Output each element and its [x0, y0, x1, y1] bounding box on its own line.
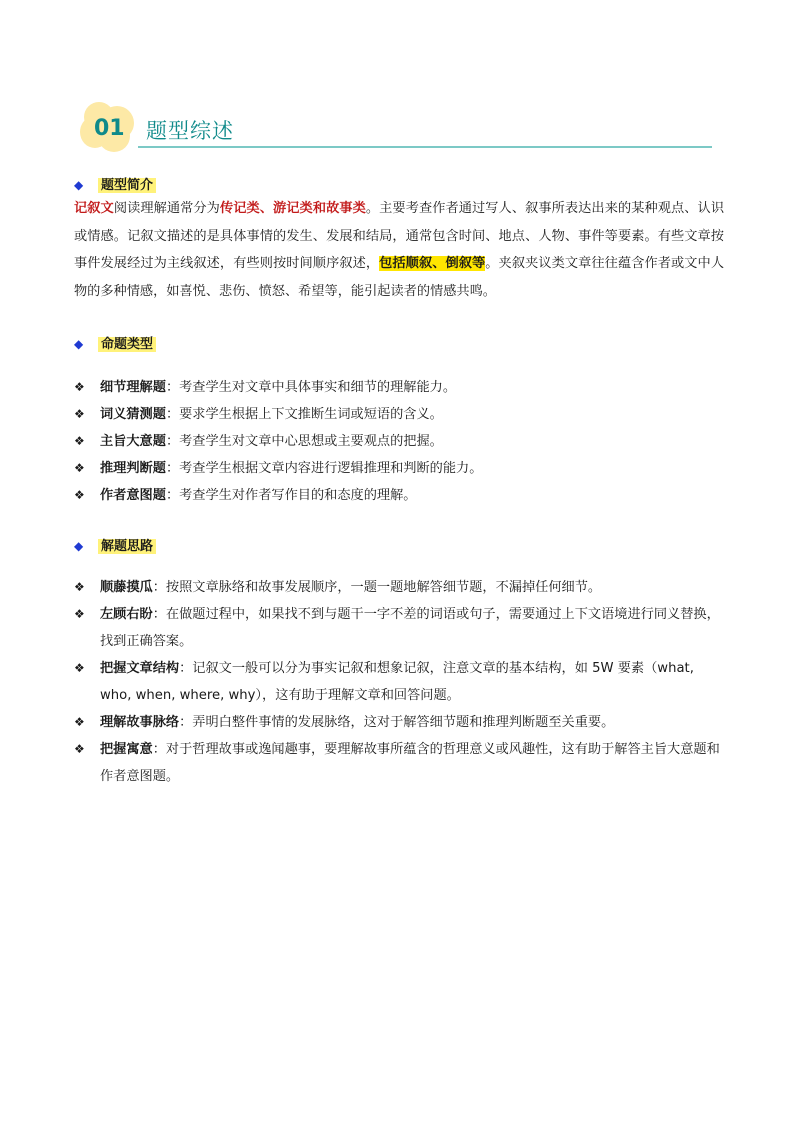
item-description: ：要求学生根据上下文推断生词或短语的含义。 [165, 407, 443, 422]
bullet-icon: ❖ [74, 580, 85, 594]
item-term: 左顾右盼 [100, 607, 153, 622]
bullet-icon: ❖ [74, 715, 85, 729]
list-item [74, 428, 724, 455]
item-description: ：弄明白整件事情的发展脉络，这对于解答细节题和推理判断题至关重要。 [179, 715, 615, 730]
subheading-types [74, 333, 156, 352]
list-item [74, 574, 724, 601]
subheading-label: 题型简介 [98, 178, 156, 193]
text-run: 阅读理解通常分为 [113, 201, 220, 216]
list-item [74, 482, 724, 509]
bullet-icon: ❖ [74, 488, 85, 502]
subheading-strategy [74, 535, 156, 554]
item-description: ：考查学生根据文章内容进行逻辑推理和判断的能力。 [165, 461, 483, 476]
diamond-icon: ◆ [74, 539, 84, 553]
bullet-icon: ❖ [74, 742, 85, 756]
intro-paragraph [74, 195, 724, 305]
section-number: 01 [94, 116, 125, 141]
list-item [74, 655, 724, 709]
item-term: 把握文章结构 [100, 661, 180, 676]
section-title: 题型综述 [146, 119, 234, 143]
item-description: ：考查学生对作者写作目的和态度的理解。 [165, 488, 417, 503]
bullet-icon: ❖ [74, 461, 85, 475]
question-types-list [74, 374, 724, 509]
text-term: 记叙文 [74, 201, 114, 216]
list-item [74, 709, 724, 736]
list-item [74, 455, 724, 482]
text-run: 。夹叙夹议类文章往往蕴含作者或文中人物的多种情感，如喜悦、悲伤、愤怒、希望等，能引起读者的情感共鸣。 [74, 256, 725, 299]
list-item [74, 601, 724, 655]
diamond-icon: ◆ [74, 337, 84, 351]
header-divider [138, 146, 712, 148]
text-highlight: 包括顺叙、倒叙等 [379, 256, 486, 271]
text-emphasis: 传记类、游记类和故事类 [219, 201, 366, 216]
text-run: 。主要考查作者通过写人、叙事所表达出来的某种观点、认识或情感。记叙文描述的是具体事情的发生、发展和结局，通常包含时间、地点、人物、事件等要素。有些文章按事件发展经过为主线叙述，有些则按时间顺序叙述， [74, 201, 725, 271]
item-term: 推理判断题 [100, 461, 166, 476]
item-description: ：记叙文一般可以分为事实记叙和想象记叙，注意文章的基本结构，如 5W 要素（what, who, when, where, why），这有助于理解文章和回答问题。 [100, 661, 694, 703]
bullet-icon: ❖ [74, 607, 85, 621]
item-description: ：考查学生对文章中具体事实和细节的理解能力。 [165, 380, 457, 395]
item-term: 顺藤摸瓜 [100, 580, 153, 595]
section-header [80, 100, 712, 152]
bullet-icon: ❖ [74, 407, 85, 421]
item-term: 细节理解题 [100, 380, 166, 395]
bullet-icon: ❖ [74, 661, 85, 675]
item-description: ：按照文章脉络和故事发展顺序，一题一题地解答细节题，不漏掉任何细节。 [152, 580, 602, 595]
strategy-list [74, 574, 724, 790]
item-term: 理解故事脉络 [100, 715, 180, 730]
bullet-icon: ❖ [74, 434, 85, 448]
item-term: 词义猜测题 [100, 407, 166, 422]
item-description: ：考查学生对文章中心思想或主要观点的把握。 [165, 434, 443, 449]
subheading-label: 命题类型 [98, 337, 156, 352]
list-item [74, 736, 724, 790]
bullet-icon: ❖ [74, 380, 85, 394]
list-item [74, 374, 724, 401]
subheading-intro [74, 174, 156, 193]
item-term: 把握寓意 [100, 742, 153, 757]
item-description: ：对于哲理故事或逸闻趣事，要理解故事所蕴含的哲理意义或风趣性，这有助于解答主旨大意题和作者意图题。 [100, 742, 720, 784]
list-item [74, 401, 724, 428]
item-term: 作者意图题 [100, 488, 166, 503]
subheading-label: 解题思路 [98, 539, 156, 554]
item-description: ：在做题过程中，如果找不到与题干一字不差的词语或句子，需要通过上下文语境进行同义替换，找到正确答案。 [100, 607, 720, 649]
diamond-icon: ◆ [74, 178, 84, 192]
item-term: 主旨大意题 [100, 434, 166, 449]
